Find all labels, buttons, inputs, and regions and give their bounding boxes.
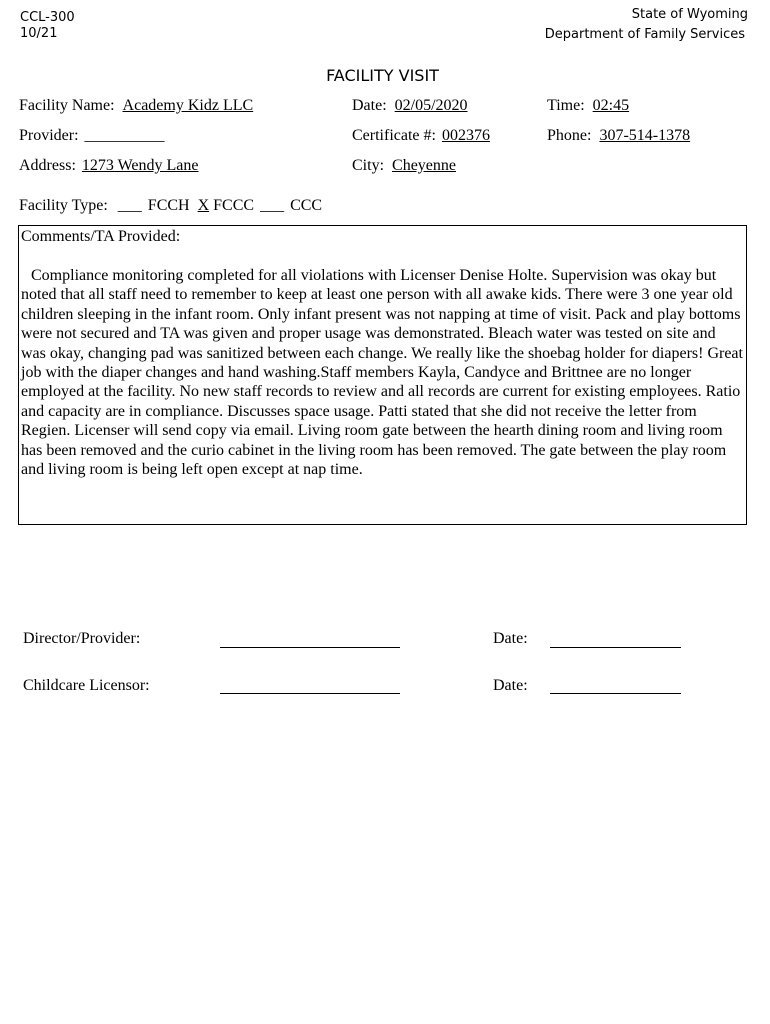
childcare-licensor-label: Childcare Licensor: — [23, 677, 150, 694]
time-field — [547, 97, 629, 115]
facility-name-value: Academy Kidz LLC — [122, 97, 254, 114]
page-title: FACILITY VISIT — [326, 66, 439, 85]
director-provider-label: Director/Provider: — [23, 630, 141, 647]
address-field — [19, 157, 199, 175]
time-label: Time: — [547, 97, 585, 114]
form-code: CCL-300 — [20, 10, 75, 25]
date-label: Date: — [352, 97, 387, 114]
certificate-field — [352, 127, 490, 145]
address-label: Address: — [19, 157, 76, 174]
phone-label: Phone: — [547, 127, 592, 144]
comments-box — [18, 225, 747, 525]
agency-department: Department of Family Services — [544, 27, 745, 42]
fcch-option: FCCH — [147, 197, 190, 214]
director-signature-line — [220, 647, 400, 648]
city-field — [352, 157, 456, 175]
provider-value: __________ — [84, 127, 165, 144]
time-value: 02:45 — [592, 97, 630, 114]
comments-text: Compliance monitoring completed for all violations with Licenser Denise Holte. Supervision was okay but noted that all staff need to remember to keep at least one person with all awake kids. There were 3 one year old children sleeping in the infant room. Only infant present was not napping at time of visit. Pack and play bottoms were not secured and TA was given and proper usage was demonstrated. Bleach water was tested on site and was okay, changing pad was sanitized between each change. We really like the shoebag holder for diapers! Great job with the diaper changes and hand washing.Staff members Kayla, Candyce and Brittnee are no longer employed at the facility. No new staff records to review and all records are current for existing employees. Ratio and capacity are in compliance. Discusses space usage. Patti stated that she did not receive the letter from Regien. Licenser will send copy via email. Living room gate between the hearth dining room and living room has been removed and the curio cabinet in the living room has been removed. The gate between the play room and living room is being left open except at nap time. — [21, 267, 743, 479]
facility-name-label: Facility Name: — [19, 97, 115, 114]
date-field — [352, 97, 468, 115]
address-value: 1273 Wendy Lane — [81, 157, 199, 174]
director-date-line — [550, 647, 681, 648]
phone-value: 307-514-1378 — [599, 127, 691, 144]
fccc-option: FCCC — [213, 197, 255, 214]
licensor-signature-line — [220, 693, 400, 694]
form-revision-date: 10/21 — [20, 26, 58, 41]
comments-label: Comments/TA Provided: — [21, 228, 181, 245]
provider-label: Provider: — [19, 127, 79, 144]
fcch-checkmark: ___ — [117, 197, 142, 214]
facility-name-field — [19, 97, 253, 115]
phone-field — [547, 127, 690, 145]
fccc-checkmark: X — [197, 197, 210, 214]
ccc-checkmark: ___ — [260, 197, 285, 214]
facility-type-label: Facility Type: — [19, 197, 108, 214]
date-value: 02/05/2020 — [394, 97, 468, 114]
facility-type-field — [19, 197, 322, 215]
certificate-value: 002376 — [441, 127, 490, 144]
licensor-date-line — [550, 693, 681, 694]
licensor-date-label: Date: — [493, 677, 528, 694]
city-value: Cheyenne — [392, 157, 456, 174]
ccc-option: CCC — [290, 197, 323, 214]
provider-field — [19, 127, 165, 145]
city-label: City: — [352, 157, 385, 174]
agency-state: State of Wyoming — [631, 7, 748, 22]
director-date-label: Date: — [493, 630, 528, 647]
certificate-label: Certificate #: — [352, 127, 436, 144]
